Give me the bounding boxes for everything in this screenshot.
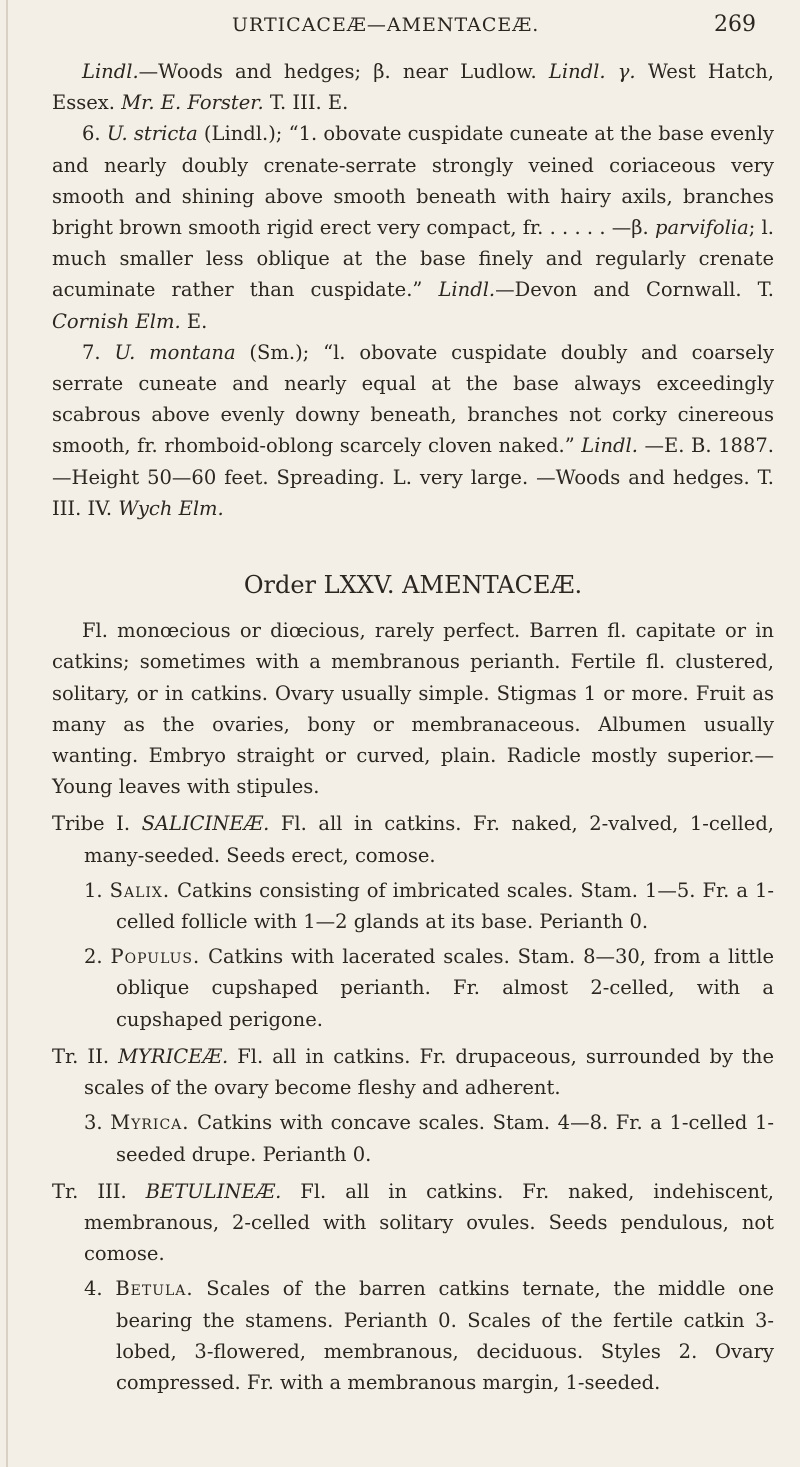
- order-description: Fl. monœcious or diœcious, rarely perfect. Barren fl. capitate or in catkins; sometimes with a membranous perianth. Fertile fl. clustered, solitary, or in catkins. Ovary usually simple. Stigmas 1 or more. Fruit as many as the ovaries, bony or membranaceous. Albumen usually wanting. Embryo straight or curved, plain. Radicle mostly superior.—Young leaves with stipules.: [52, 619, 774, 799]
- genus-myrica: 3. Myrica. Catkins with concave scales. Stam. 4—8. Fr. a 1-celled 1-seeded drupe. Perianth 0.: [84, 1111, 774, 1166]
- page-gutter-edge: [6, 0, 8, 1467]
- order-heading: Order LXXV. AMENTACEÆ.: [243, 571, 583, 600]
- entry-ulmus-montana: 7. U. montana (Sm.); “l. obovate cuspidate doubly and coarsely serrate cuneate and nearly equal at the base always exceedingly scabrous above evenly downy beneath, branches not corky cinereous smooth, fr. rhomboid-oblong scarcely cloven naked.” Lindl. —E. B. 1887.—Height 50—60 feet. Spreading. L. very large. —Woods and hedges. T. III. IV. Wych Elm.: [52, 340, 774, 520]
- entry-ulmus-stricta: 6. U. stricta (Lindl.); “1. obovate cuspidate cuneate at the base evenly and nearly doubly crenate-serrate strongly veined coriaceous very smooth and shining above smooth beneath with hairy axils, branches bright brown smooth rigid erect very compact, fr. . . . . . —β. parvifolia; l. much smaller less oblique at the base finely and regularly crenate acuminate rather than cuspidate.” Lindl.—Devon and Cornwall. T. Cornish Elm. E.: [52, 122, 774, 333]
- page-body: [52, 56, 774, 1398]
- tribe-salicineae: Tribe I. SALICINEÆ. Fl. all in catkins. Fr. naked, 2-valved, 1-celled, many-seeded. Seeds erect, comose.: [52, 812, 774, 867]
- genus-betula: 4. Betula. Scales of the barren catkins ternate, the middle one bearing the stamens. Perianth 0. Scales of the fertile catkin 3-lobed, 3-flowered, membranous, deciduous. Styles 2. Ovary compressed. Fr. with a membranous margin, 1-seeded.: [84, 1277, 775, 1394]
- tribe-myriceae: Tr. II. MYRICEÆ. Fl. all in catkins. Fr. drupaceous, surrounded by the scales of the ovary become fleshy and adherent.: [52, 1044, 774, 1100]
- genus-populus: 2. Populus. Catkins with lacerated scales. Stam. 8—30, from a little oblique cupshaped perianth. Fr. almost 2-celled, with a cupshaped perigone.: [84, 945, 774, 1031]
- page-number: 269: [714, 12, 756, 37]
- genus-salix: 1. Salix. Catkins consisting of imbricated scales. Stam. 1—5. Fr. a 1-celled follicle with 1—2 glands at its base. Perianth 0.: [84, 878, 774, 934]
- running-title: URTICACEÆ—AMENTACEÆ.: [232, 14, 540, 36]
- entry-ulmus-continuation: Lindl.—Woods and hedges; β. near Ludlow. Lindl. γ. West Hatch, Essex. Mr. E. Forster. T. III. E.: [52, 60, 774, 115]
- tribe-betulineae: Tr. III. BETULINEÆ. Fl. all in catkins. Fr. naked, indehiscent, membranous, 2-celled with solitary ovules. Seeds pendulous, not comose.: [52, 1179, 774, 1266]
- page-header: [0, 14, 800, 44]
